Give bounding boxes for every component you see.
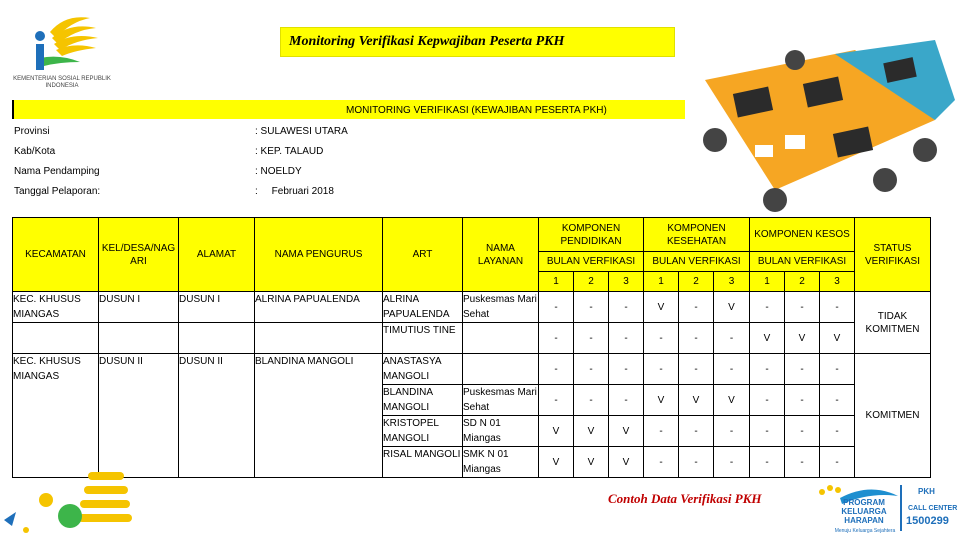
cell-mark: - [609,354,644,385]
cell-mark: V [609,447,644,478]
table-row [13,354,931,385]
cell-mark: - [679,447,714,478]
month-label: 2 [574,272,609,292]
cell-mark: - [679,416,714,447]
cell-art: RISAL MANGOLI [383,447,463,478]
month-label: 2 [679,272,714,292]
cell-mark: - [644,323,679,354]
cell-kecamatan: KEC. KHUSUS MIANGAS [13,354,99,478]
page-title: Monitoring Verifikasi Kepwajiban Peserta PKH [280,27,675,57]
cell-mark: - [644,354,679,385]
cell-mark: - [644,416,679,447]
month-label: 2 [785,272,820,292]
cell-pengurus: ALRINA PAPUALENDA [255,292,383,323]
cell-mark: - [609,292,644,323]
month-label: 1 [644,272,679,292]
info-label-provinsi: Provinsi [14,126,50,137]
cell-mark: V [785,323,820,354]
cell-mark: - [820,416,855,447]
cell-mark: V [820,323,855,354]
header-art: ART [383,218,463,292]
cell-mark: - [539,354,574,385]
header-komponen-kesehatan: KOMPONEN KESEHATAN [644,218,750,252]
cell-mark: - [574,292,609,323]
cell-mark: - [609,385,644,416]
cell-alamat: DUSUN II [179,354,255,478]
cell-mark: - [714,354,750,385]
cell-mark: - [750,416,785,447]
cell-mark: - [539,292,574,323]
header-bulan-kesehatan: BULAN VERFIKASI [644,252,750,272]
cell-alamat [179,323,255,354]
pkh-tagline: Menuju Keluarga Sejahtera [834,528,896,534]
info-label-pendamping: Nama Pendamping [14,166,100,177]
cell-art: ANASTASYA MANGOLI [383,354,463,385]
info-value-kab-kota: : KEP. TALAUD [255,146,324,157]
cell-kecamatan: KEC. KHUSUS MIANGAS [13,292,99,323]
cell-mark: - [820,447,855,478]
cell-mark: - [750,447,785,478]
cell-mark: - [609,323,644,354]
header-kel-desa: KEL/DESA/NAG ARI [99,218,179,292]
month-label: 1 [539,272,574,292]
cell-mark: - [785,447,820,478]
header-kecamatan: KECAMATAN [13,218,99,292]
cell-mark: V [574,447,609,478]
cell-mark: V [609,416,644,447]
month-label: 3 [820,272,855,292]
cell-mark: - [785,354,820,385]
cell-art: TIMUTIUS TINE [383,323,463,354]
cell-layanan [463,323,539,354]
cell-layanan: SMK N 01 Miangas [463,447,539,478]
cell-layanan: Puskesmas Mari Sehat [463,292,539,323]
verification-table [12,217,931,478]
meeting-illustration [685,40,955,215]
report-banner: MONITORING VERIFIKASI (KEWAJIBAN PESERTA PKH) [12,100,685,119]
cell-mark: - [820,354,855,385]
cell-pengurus: BLANDINA MANGOLI [255,354,383,478]
cell-mark: - [820,292,855,323]
table-row [13,323,931,354]
header-nama-pengurus: NAMA PENGURUS [255,218,383,292]
cell-mark: V [750,323,785,354]
cell-mark: - [539,385,574,416]
cell-mark: - [820,385,855,416]
cell-mark: - [750,292,785,323]
pkh-logo-text: PROGRAM KELUARGA HARAPAN [841,498,887,525]
month-label: 3 [609,272,644,292]
cell-mark: - [785,292,820,323]
cell-mark: - [574,354,609,385]
info-value-provinsi: : SULAWESI UTARA [255,126,348,137]
status-komitmen: KOMITMEN [855,354,931,478]
cell-layanan [463,354,539,385]
cell-mark: - [574,385,609,416]
cell-mark: V [714,292,750,323]
cell-mark: - [785,416,820,447]
cell-mark: - [714,416,750,447]
cell-mark: - [785,385,820,416]
info-value-tanggal: : Februari 2018 [255,186,334,197]
decorative-shapes-icon [0,460,140,540]
header-bulan-kesos: BULAN VERFIKASI [750,252,855,272]
call-center-number: 1500299 [906,515,949,527]
cell-kel-desa [99,323,179,354]
logo-text: KEMENTERIAN SOSIAL REPUBLIK INDONESIA [13,76,111,89]
cell-mark: V [644,292,679,323]
info-label-tanggal: Tanggal Pelaporan: [14,186,101,197]
cell-mark: V [539,416,574,447]
cell-mark: V [644,385,679,416]
call-center-badge [900,483,958,533]
cell-kecamatan [13,323,99,354]
cell-mark: V [714,385,750,416]
month-label: 1 [750,272,785,292]
header-bulan-pendidikan: BULAN VERFIKASI [539,252,644,272]
header-komponen-pendidikan: KOMPONEN PENDIDIKAN [539,218,644,252]
header-komponen-kesos: KOMPONEN KESOS [750,218,855,252]
cell-art: BLANDINA MANGOLI [383,385,463,416]
cell-layanan: SD N 01 Miangas [463,416,539,447]
cell-mark: - [714,447,750,478]
divider [900,485,902,531]
cell-mark: - [679,323,714,354]
cell-mark: - [539,323,574,354]
cell-kel-desa: DUSUN II [99,354,179,478]
cell-mark: V [539,447,574,478]
header-nama-layanan: NAMA LAYANAN [463,218,539,292]
cell-kel-desa: DUSUN I [99,292,179,323]
table-row [13,292,931,323]
cell-mark: - [679,354,714,385]
info-label-kab-kota: Kab/Kota [14,146,56,157]
call-center-brand: PKH [918,487,935,496]
cell-mark: - [679,292,714,323]
cell-mark: - [750,354,785,385]
cell-mark: - [574,323,609,354]
header-alamat: ALAMAT [179,218,255,292]
cell-mark: - [750,385,785,416]
pkh-logo [810,478,900,536]
caption-contoh-data: Contoh Data Verifikasi PKH [608,491,762,506]
cell-art: KRISTOPEL MANGOLI [383,416,463,447]
cell-mark: V [679,385,714,416]
call-center-label: CALL CENTER [908,505,958,512]
info-value-pendamping: : NOELDY [255,166,302,177]
cell-mark: - [644,447,679,478]
cell-art: ALRINA PAPUALENDA [383,292,463,323]
header-status-verifikasi: STATUS VERIFIKASI [855,218,931,292]
cell-mark: V [574,416,609,447]
cell-layanan: Puskesmas Mari Sehat [463,385,539,416]
cell-alamat: DUSUN I [179,292,255,323]
status-tidak-komitmen: TIDAK KOMITMEN [855,292,931,354]
month-label: 3 [714,272,750,292]
cell-mark: - [714,323,750,354]
cell-pengurus [255,323,383,354]
